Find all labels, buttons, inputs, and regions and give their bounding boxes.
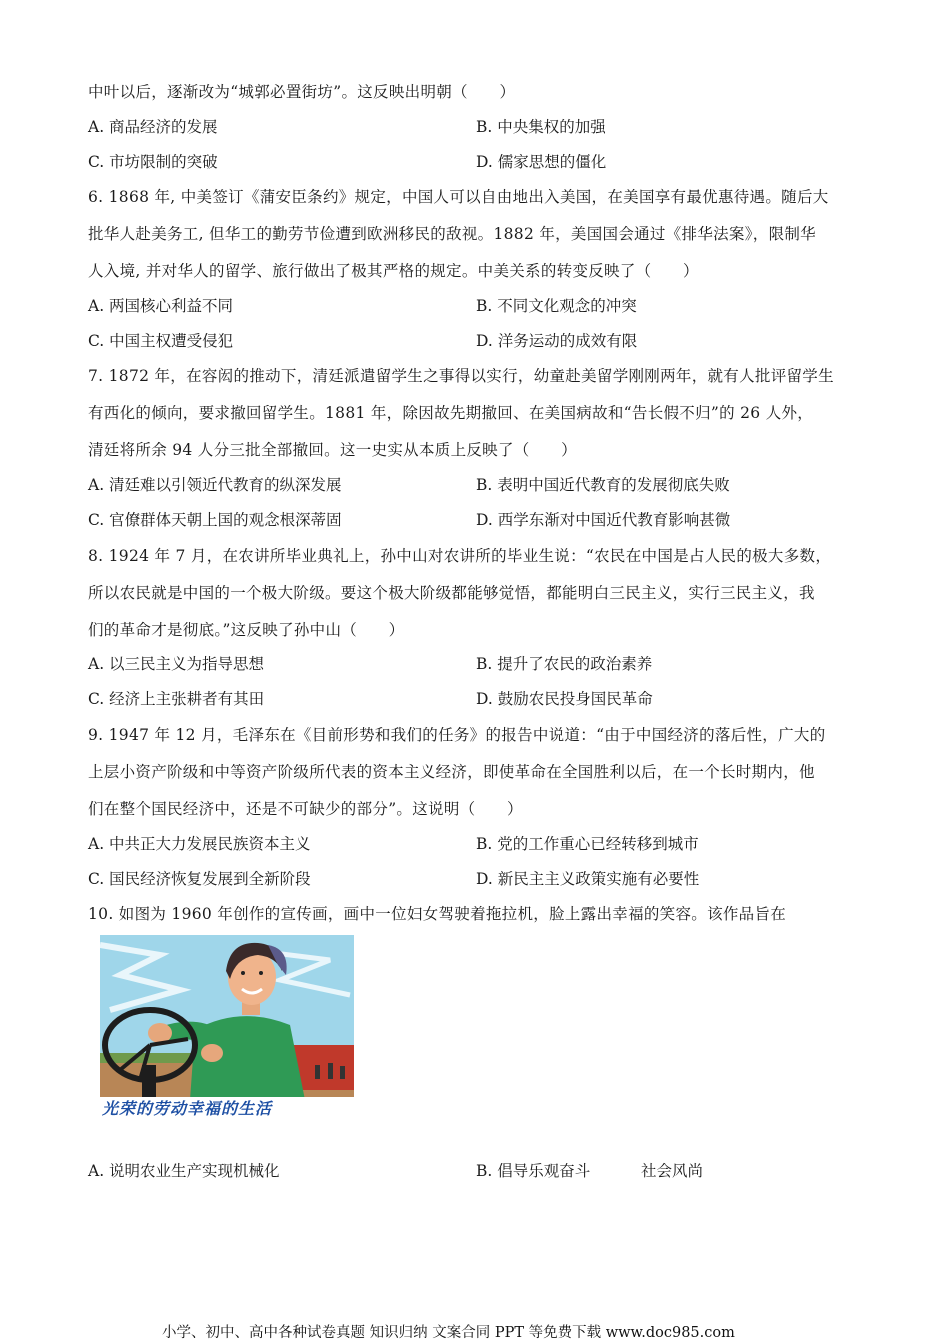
q7-option-d: D. 西学东渐对中国近代教育影响甚微 <box>476 511 731 529</box>
q9-stem-line2: 上层小资产阶级和中等资产阶级所代表的资本主义经济，即使革命在全国胜利以后，在一个长时期内，他 <box>88 763 815 781</box>
q8-option-a: A. 以三民主义为指导思想 <box>88 655 265 673</box>
poster-caption: 光荣的劳动幸福的生活 <box>100 1097 354 1121</box>
q7-option-c: C. 官僚群体天朝上国的观念根深蒂固 <box>88 511 342 529</box>
q9-option-d: D. 新民主主义政策实施有必要性 <box>476 870 700 888</box>
q6-stem-line2: 批华人赴美务工, 但华工的勤劳节俭遭到欧洲移民的敌视。1882 年，美国国会通过《排华法案》，限制华 <box>88 225 816 243</box>
q8-stem-line2: 所以农民就是中国的一个极大阶级。要这个极大阶级都能够觉悟，都能明白三民主义，实行三民主义，我 <box>88 584 815 602</box>
q5-option-b: B. 中央集权的加强 <box>476 118 606 136</box>
q10-option-b: B. 倡导乐观奋斗 <box>476 1162 591 1180</box>
q5-stem: 中叶以后，逐渐改为“城郭必置街坊”。这反映出明朝（ ） <box>88 83 516 101</box>
q8-option-c: C. 经济上主张耕者有其田 <box>88 690 265 708</box>
q9-stem-line1: 9. 1947 年 12 月，毛泽东在《目前形势和我们的任务》的报告中说道：“由于中国经济的落后性，广大的 <box>88 726 826 744</box>
q5-option-c: C. 市坊限制的突破 <box>88 153 218 171</box>
poster-illustration <box>100 935 354 1121</box>
q8-stem-line3: 们的革命才是彻底。”这反映了孙中山（ ） <box>88 621 405 639</box>
q9-option-c: C. 国民经济恢复发展到全新阶段 <box>88 870 311 888</box>
q6-option-d: D. 洋务运动的成效有限 <box>476 332 638 350</box>
q6-option-a: A. 两国核心利益不同 <box>88 297 234 315</box>
q5-option-a: A. 商品经济的发展 <box>88 118 218 136</box>
footer-download-banner: 小学、初中、高中各种试卷真题 知识归纳 文案合同 PPT 等免费下载 www.doc985.com <box>162 1325 735 1341</box>
q6-stem-line3: 人入境, 并对华人的留学、旅行做出了极其严格的规定。中美关系的转变反映了（ ） <box>88 262 699 280</box>
q7-option-b: B. 表明中国近代教育的发展彻底失败 <box>476 476 730 494</box>
q7-option-a: A. 清廷难以引领近代教育的纵深发展 <box>88 476 342 494</box>
q9-option-b: B. 党的工作重心已经转移到城市 <box>476 835 699 853</box>
q9-stem-line3: 们在整个国民经济中，还是不可缺少的部分”。这说明（ ） <box>88 800 523 818</box>
q9-option-a: A. 中共正大力发展民族资本主义 <box>88 835 311 853</box>
q8-option-b: B. 提升了农民的政治素养 <box>476 655 653 673</box>
q10-option-a: A. 说明农业生产实现机械化 <box>88 1162 280 1180</box>
q5-option-d: D. 儒家思想的僵化 <box>476 153 607 171</box>
q6-option-c: C. 中国主权遭受侵犯 <box>88 332 234 350</box>
q7-stem-line1: 7. 1872 年，在容闳的推动下，清廷派遣留学生之事得以实行，幼童赴美留学刚刚两年，就有人批评留学生 <box>88 367 834 385</box>
q10-stem-line1: 10. 如图为 1960 年创作的宣传画，画中一位妇女驾驶着拖拉机，脸上露出幸福的笑容。该作品旨在 <box>88 905 787 923</box>
q6-option-b: B. 不同文化观念的冲突 <box>476 297 637 315</box>
q10-option-b-continuation: 社会风尚 <box>641 1162 704 1180</box>
q7-stem-line3: 清廷将所余 94 人分三批全部撤回。这一史实从本质上反映了（ ） <box>88 441 577 459</box>
q6-stem-line1: 6. 1868 年, 中美签订《蒲安臣条约》规定，中国人可以自由地出入美国，在美国享有最优惠待遇。随后大 <box>88 188 829 206</box>
q7-stem-line2: 有西化的倾向，要求撤回留学生。1881 年，除因故先期撤回、在美国病故和“告长假不归”的 26 人外， <box>88 404 814 422</box>
propaganda-poster-image <box>100 935 354 1121</box>
q8-stem-line1: 8. 1924 年 7 月，在农讲所毕业典礼上，孙中山对农讲所的毕业生说：“农民在中国是占人民的极大多数， <box>88 547 832 565</box>
q8-option-d: D. 鼓励农民投身国民革命 <box>476 690 653 708</box>
